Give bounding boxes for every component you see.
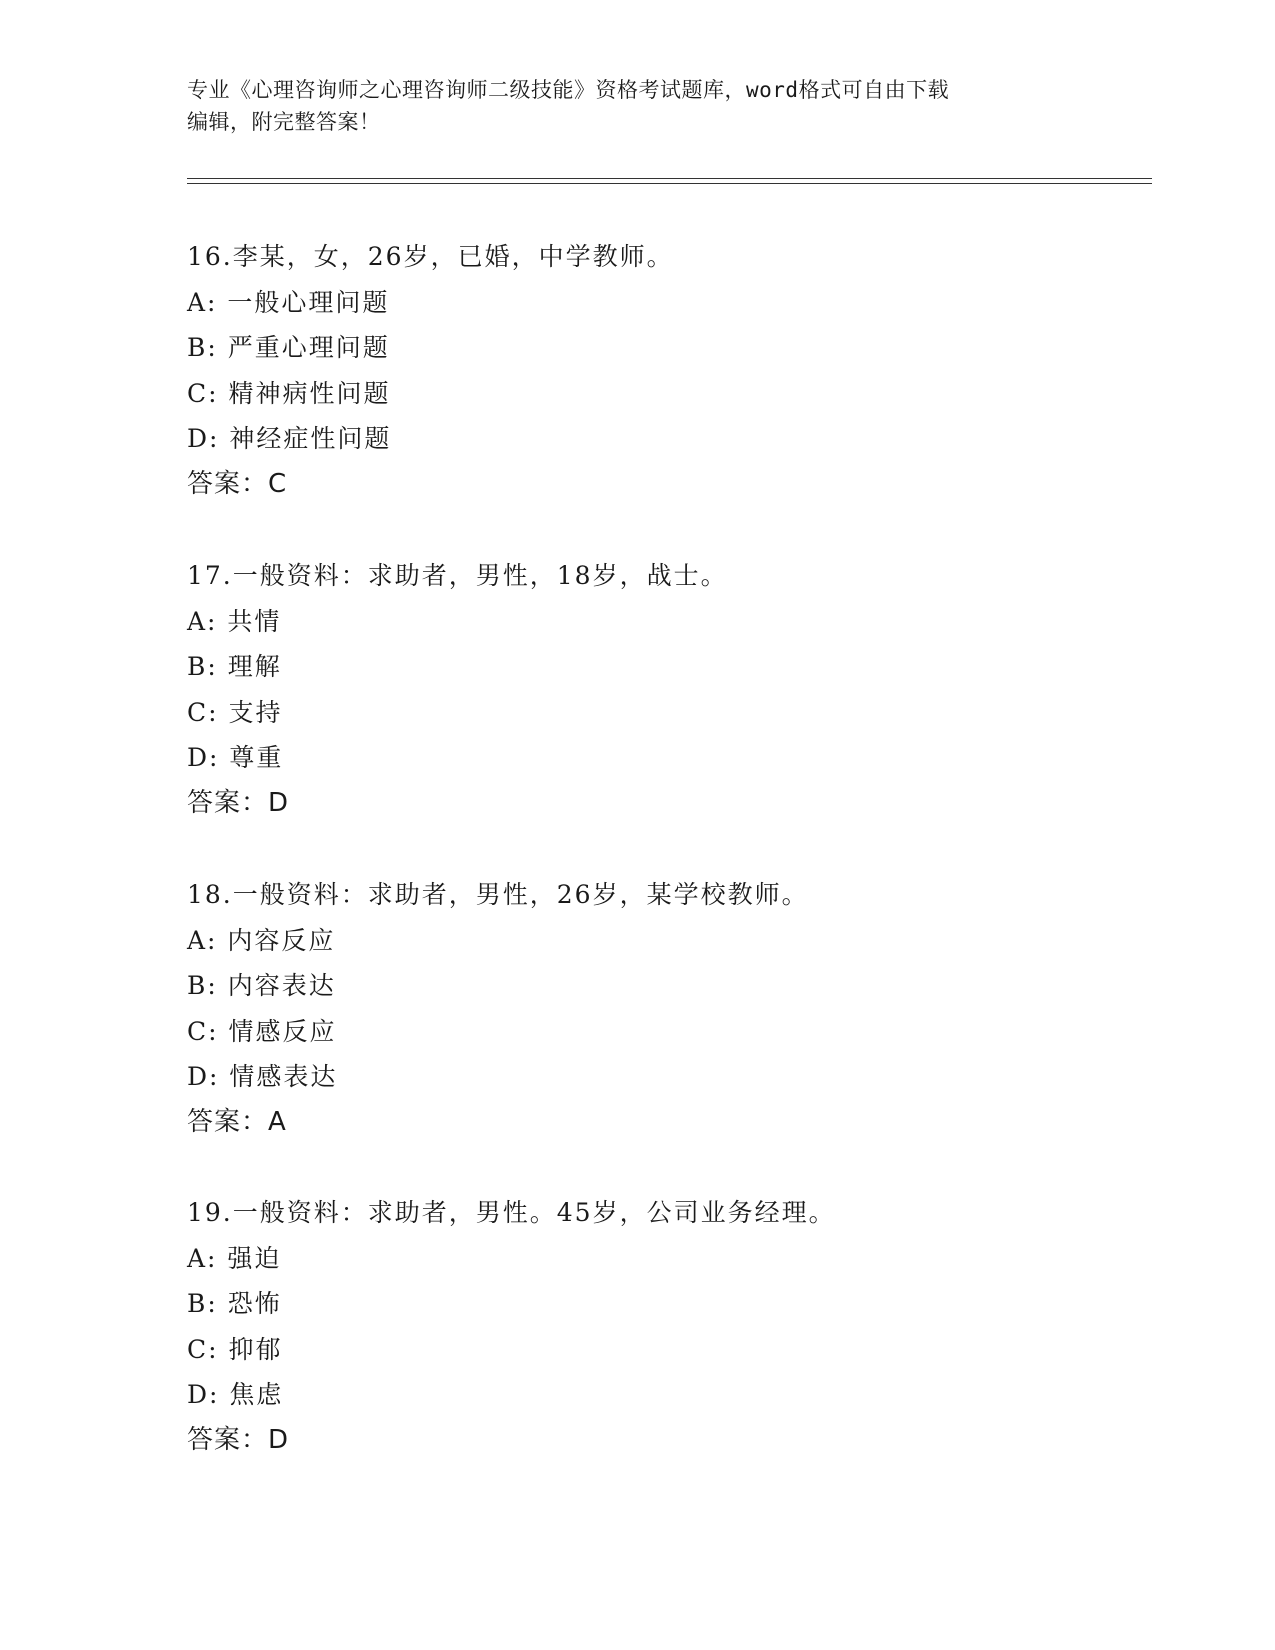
option-d: D: 焦虑 xyxy=(187,1380,284,1409)
header-divider-bottom xyxy=(187,183,1152,184)
option-d: D: 尊重 xyxy=(187,743,284,772)
option-b: B: 理解 xyxy=(187,652,282,681)
option-c: C: 精神病性问题 xyxy=(187,378,391,408)
option-b: B: 内容表达 xyxy=(187,971,336,1000)
question-17 xyxy=(187,553,1147,826)
question-stem: 16.李某，女，26岁，已婚，中学教师。 xyxy=(187,242,674,271)
option-a: A: 一般心理问题 xyxy=(187,287,390,317)
question-stem: 19.一般资料：求助者，男性。45岁，公司业务经理。 xyxy=(187,1198,836,1227)
option-a: A: 共情 xyxy=(187,606,282,636)
option-c: C: 情感反应 xyxy=(187,1016,337,1046)
option-d: D: 情感表达 xyxy=(187,1062,338,1091)
header-line-1: 专业《心理咨询师之心理咨询师二级技能》资格考试题库，word格式可自由下载 xyxy=(187,78,950,102)
option-a: A: 内容反应 xyxy=(187,925,336,955)
question-stem: 18.一般资料：求助者，男性，26岁，某学校教师。 xyxy=(187,880,809,909)
option-a: A: 强迫 xyxy=(187,1243,282,1273)
answer-line: 答案：D xyxy=(187,787,290,818)
answer-line: 答案：A xyxy=(187,1106,287,1137)
question-19 xyxy=(187,1190,1147,1463)
option-d: D: 神经症性问题 xyxy=(187,424,392,453)
question-18 xyxy=(187,872,1147,1145)
option-c: C: 支持 xyxy=(187,697,283,727)
question-stem: 17.一般资料：求助者，男性，18岁，战士。 xyxy=(187,561,728,590)
option-c: C: 抑郁 xyxy=(187,1334,283,1364)
option-b: B: 严重心理问题 xyxy=(187,333,390,362)
header-divider-top xyxy=(187,178,1152,179)
document-header xyxy=(187,74,1087,138)
answer-line: 答案：C xyxy=(187,468,288,499)
option-b: B: 恐怖 xyxy=(187,1289,282,1318)
question-16 xyxy=(187,234,1147,507)
header-line-2: 编辑，附完整答案！ xyxy=(187,110,381,134)
answer-line: 答案：D xyxy=(187,1424,290,1455)
